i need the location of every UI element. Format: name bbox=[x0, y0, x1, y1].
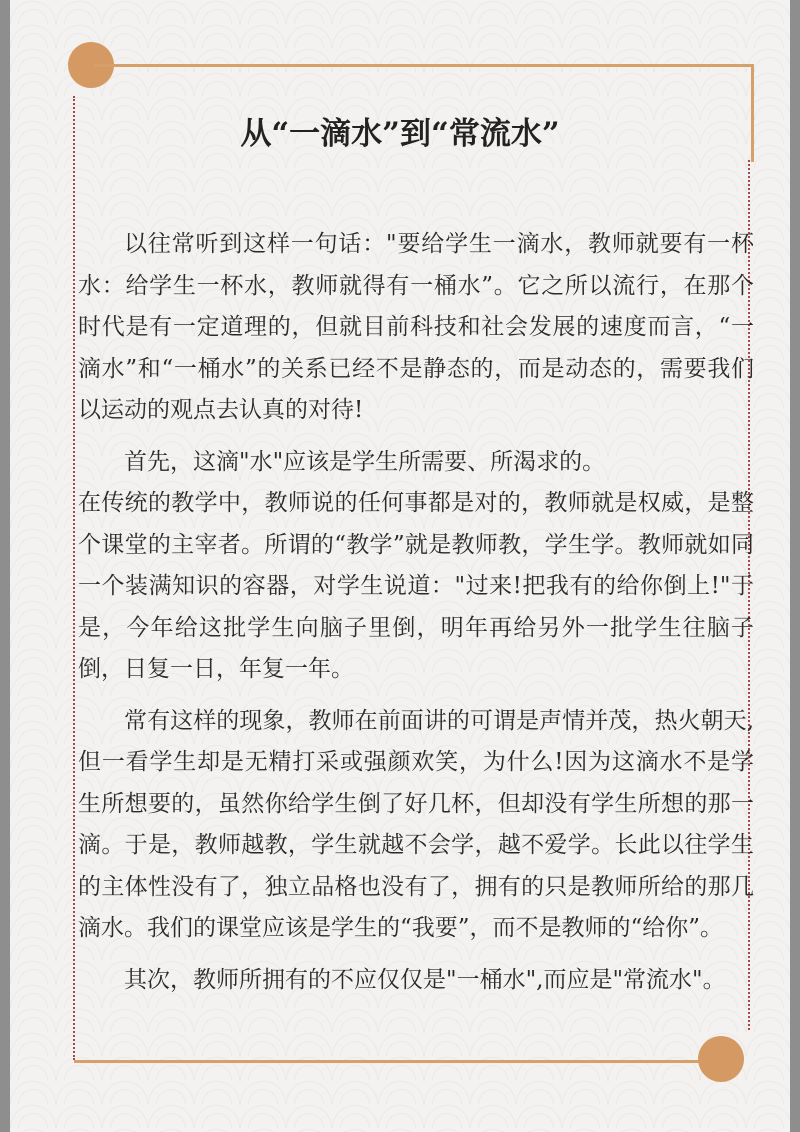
article-body bbox=[78, 224, 754, 1001]
page-title: 从“一滴水”到“常流水” bbox=[240, 116, 560, 152]
paragraph-3: 在传统的教学中，教师说的任何事都是对的，教师就是权威，是整个课堂的主宰者。所谓的“教学”就是教师教，学生学。教师就如同一个装满知识的容器，对学生说道："过来!把我有的给你倒上!"于是，今年给这批学生向脑子里倒，明年再给另外一批学生往脑子倒，日复一日，年复一年。 bbox=[78, 490, 754, 682]
decorative-line-top bbox=[94, 64, 754, 67]
paragraph-5: 其次，教师所拥有的不应仅仅是"一桶水",而应是"常流水"。 bbox=[124, 966, 726, 993]
document-page bbox=[10, 0, 790, 1132]
paragraph-1: 以往常听到这样一句话："要给学生一滴水，教师就要有一杯水：给学生一杯水，教师就得有一桶水”。它之所以流行，在那个时代是有一定道理的，但就目前科技和社会发展的速度而言，“一滴水”和“一桶水”的关系已经不是静态的，而是动态的，需要我们以运动的观点去认真的对待! bbox=[78, 231, 754, 423]
paragraph-4: 常有这样的现象，教师在前面讲的可谓是声情并茂，热火朝天,但一看学生却是无精打采或强颜欢笑，为什么!因为这滴水不是学生所想要的，虽然你给学生倒了好几杯，但却没有学生所想的那一滴。于是，教师越教，学生就越不会学，越不爱学。长此以往学生的主体性没有了，独立品格也没有了，拥有的只是教师所给的那几滴水。我们的课堂应该是学生的“我要”，而不是教师的“给你”。 bbox=[78, 707, 754, 941]
paragraph-2: 首先，这滴"水"应该是学生所需要、所渴求的。 bbox=[124, 448, 606, 475]
dotted-border-left bbox=[73, 96, 75, 1060]
decorative-circle-bottom-right bbox=[698, 1036, 744, 1082]
decorative-line-bottom bbox=[74, 1060, 734, 1063]
